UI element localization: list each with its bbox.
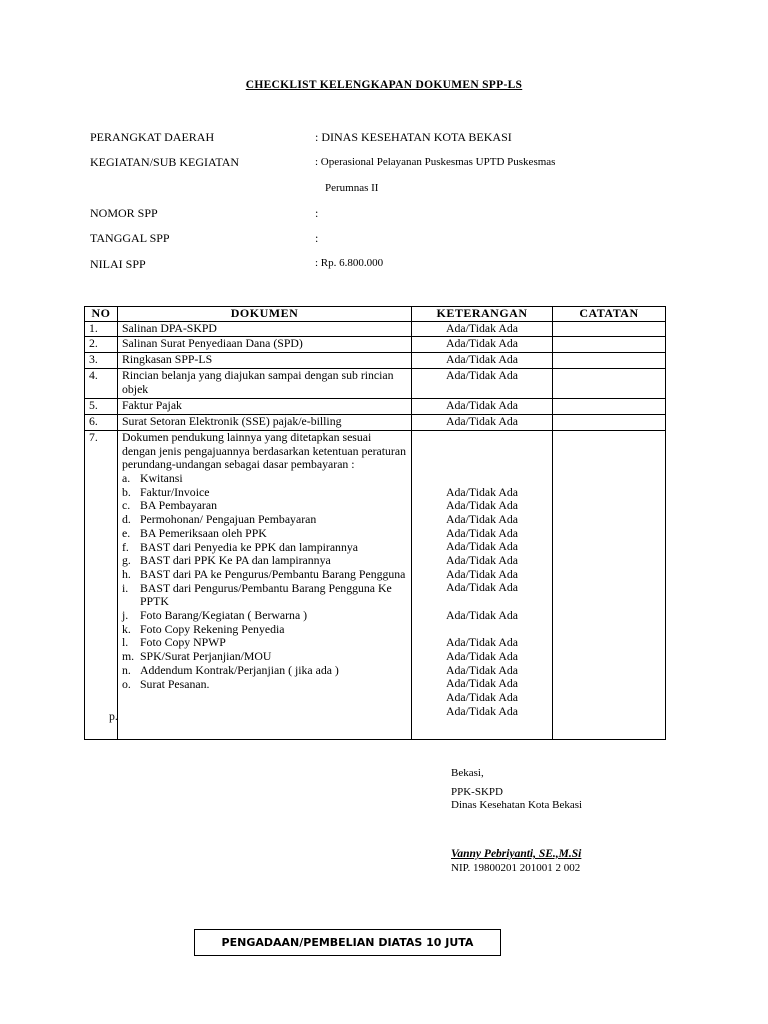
row-7-trailing-letter: p. (109, 709, 118, 724)
nilai-spp-value: : Rp. 6.800.000 (315, 257, 384, 269)
table-row (85, 337, 666, 353)
row-7-number: 7. (89, 429, 98, 444)
list-item (122, 499, 407, 513)
list-item-text: SPK/Surat Perjanjian/MOU (140, 649, 272, 664)
row-no: 3. (85, 353, 118, 369)
checklist-table (84, 306, 666, 740)
table-row-7 (85, 430, 666, 739)
list-item-text: Foto Barang/Kegiatan ( Berwarna ) (140, 608, 308, 623)
header-keterangan: KETERANGAN (412, 307, 553, 322)
document-title: CHECKLIST KELENGKAPAN DOKUMEN SPP-LS (245, 79, 523, 91)
list-item-text: BAST dari PA ke Pengurus/Pembantu Barang Pengguna (140, 566, 406, 581)
list-item-letter: d. (122, 512, 131, 527)
kegiatan-value-line2: Perumnas II (325, 182, 379, 194)
list-item-text: BAST dari PPK Ke PA dan lampirannya (140, 553, 331, 568)
item-keterangan: Ada/Tidak Ada (446, 580, 518, 595)
row-no: 2. (85, 337, 118, 353)
row-dokumen: Rincian belanja yang diajukan sampai dengan sub rincian objek (118, 368, 412, 398)
table-row (85, 415, 666, 431)
row-keterangan: Ada/Tidak Ada (412, 337, 553, 353)
item-keterangan: Ada/Tidak Ada (446, 607, 518, 622)
list-item-text: Foto Copy Rekening Penyedia (140, 621, 285, 636)
list-item-letter: c. (122, 498, 131, 513)
tanggal-spp-label: TANGGAL SPP (90, 231, 170, 245)
row-catatan (553, 337, 666, 353)
list-item-letter: e. (122, 525, 131, 540)
item-keterangan: Ada/Tidak Ada (446, 512, 518, 527)
list-item-letter: n. (122, 662, 131, 677)
header-dokumen: DOKUMEN (118, 307, 412, 322)
list-item (122, 664, 407, 678)
list-item (122, 513, 407, 527)
tanggal-spp-value: : (315, 231, 319, 245)
list-item (122, 623, 407, 637)
table-header-row (85, 307, 666, 322)
list-item-text: BA Pemeriksaan oleh PPK (140, 525, 267, 540)
signature-name: Vanny Pebriyanti, SE.,M.Si (451, 848, 582, 860)
list-item (122, 636, 407, 650)
row-dokumen: Salinan Surat Penyediaan Dana (SPD) (118, 337, 412, 353)
list-item-text: Faktur/Invoice (140, 484, 210, 499)
row-catatan (553, 353, 666, 369)
row-dokumen: Faktur Pajak (118, 399, 412, 415)
nomor-spp-label: NOMOR SPP (90, 206, 158, 220)
row-keterangan: Ada/Tidak Ada (412, 415, 553, 431)
row-dokumen: Ringkasan SPP-LS (118, 353, 412, 369)
list-item-text: BA Pembayaran (140, 498, 217, 513)
list-item-letter: m. (122, 649, 135, 664)
list-item (122, 582, 407, 609)
list-item (122, 678, 407, 692)
list-item (122, 609, 407, 623)
list-item-text: Permohonan/ Pengajuan Pembayaran (140, 512, 317, 527)
row-catatan (553, 399, 666, 415)
list-item-letter: o. (122, 676, 131, 691)
row-dokumen (118, 430, 412, 739)
list-item-letter: a. (122, 471, 131, 485)
list-item-text: BAST dari Pengurus/Pembantu Barang Pengguna Ke PPTK (140, 580, 392, 609)
item-keterangan: Ada/Tidak Ada (446, 566, 518, 581)
table-row (85, 368, 666, 398)
row-dokumen: Surat Setoran Elektronik (SSE) pajak/e-billing (118, 415, 412, 431)
kegiatan-value-line1: : Operasional Pelayanan Puskesmas UPTD Puskesmas (315, 156, 556, 168)
list-item (122, 472, 407, 486)
row-keterangan: Ada/Tidak Ada (412, 368, 553, 398)
list-item-text: Kwitansi (140, 471, 183, 485)
list-item-letter: k. (122, 621, 131, 636)
item-keterangan: Ada/Tidak Ada (446, 689, 518, 704)
row-no: 1. (85, 321, 118, 337)
signature-role: PPK-SKPD (451, 786, 503, 798)
row-keterangan (412, 430, 553, 739)
signature-place: Bekasi, (451, 767, 484, 779)
item-keterangan: Ada/Tidak Ada (446, 662, 518, 677)
row-no (85, 430, 118, 739)
list-item-text: Addendum Kontrak/Perjanjian ( jika ada ) (140, 662, 339, 677)
item-keterangan: Ada/Tidak Ada (446, 525, 518, 540)
row-no: 4. (85, 368, 118, 398)
item-keterangan: Ada/Tidak Ada (446, 635, 518, 650)
list-item (122, 527, 407, 541)
list-item-letter: j. (122, 608, 129, 623)
nomor-spp-value: : (315, 206, 319, 220)
list-item-letter: l. (122, 635, 129, 650)
row-keterangan: Ada/Tidak Ada (412, 353, 553, 369)
table-row (85, 321, 666, 337)
row-7-intro: Dokumen pendukung lainnya yang ditetapkan sesuai dengan jenis pengajuannya berdasarkan ketentuan peraturan perundang-undangan sebagai dasar pembayaran : (122, 429, 406, 472)
row-catatan (553, 415, 666, 431)
list-item-letter: i. (122, 580, 129, 595)
list-item (122, 541, 407, 555)
item-keterangan: Ada/Tidak Ada (446, 676, 518, 691)
row-no: 6. (85, 415, 118, 431)
item-keterangan: Ada/Tidak Ada (446, 648, 518, 663)
footer-category-box: PENGADAAN/PEMBELIAN DIATAS 10 JUTA (194, 929, 501, 956)
perangkat-daerah-label: PERANGKAT DAERAH (90, 130, 215, 144)
perangkat-daerah-value: : DINAS KESEHATAN KOTA BEKASI (315, 130, 512, 144)
list-item-text: BAST dari Penyedia ke PPK dan lampirannya (140, 539, 358, 554)
kegiatan-label: KEGIATAN/SUB KEGIATAN (90, 155, 240, 169)
list-item (122, 650, 407, 664)
list-item-letter: f. (122, 539, 129, 554)
list-item-text: Foto Copy NPWP (140, 635, 226, 650)
list-item-text: Surat Pesanan. (140, 676, 210, 691)
row-keterangan: Ada/Tidak Ada (412, 399, 553, 415)
header-catatan: CATATAN (553, 307, 666, 322)
item-keterangan: Ada/Tidak Ada (446, 703, 518, 718)
signature-nip: NIP. 19800201 201001 2 002 (451, 862, 581, 874)
list-item (122, 568, 407, 582)
item-keterangan: Ada/Tidak Ada (446, 539, 518, 554)
signature-office: Dinas Kesehatan Kota Bekasi (451, 799, 583, 811)
row-catatan (553, 321, 666, 337)
list-item-letter: h. (122, 566, 131, 581)
row-catatan (553, 430, 666, 739)
row-keterangan: Ada/Tidak Ada (412, 321, 553, 337)
row-no: 5. (85, 399, 118, 415)
list-item-letter: g. (122, 553, 131, 568)
list-item (122, 554, 407, 568)
nilai-spp-label: NILAI SPP (90, 257, 146, 271)
item-keterangan: Ada/Tidak Ada (446, 484, 518, 499)
header-no: NO (85, 307, 118, 322)
table-row (85, 399, 666, 415)
item-keterangan: Ada/Tidak Ada (446, 498, 518, 513)
list-item-letter: b. (122, 484, 131, 499)
item-keterangan: Ada/Tidak Ada (446, 553, 518, 568)
list-item (122, 486, 407, 500)
row-catatan (553, 368, 666, 398)
row-dokumen: Salinan DPA-SKPD (118, 321, 412, 337)
table-row (85, 353, 666, 369)
